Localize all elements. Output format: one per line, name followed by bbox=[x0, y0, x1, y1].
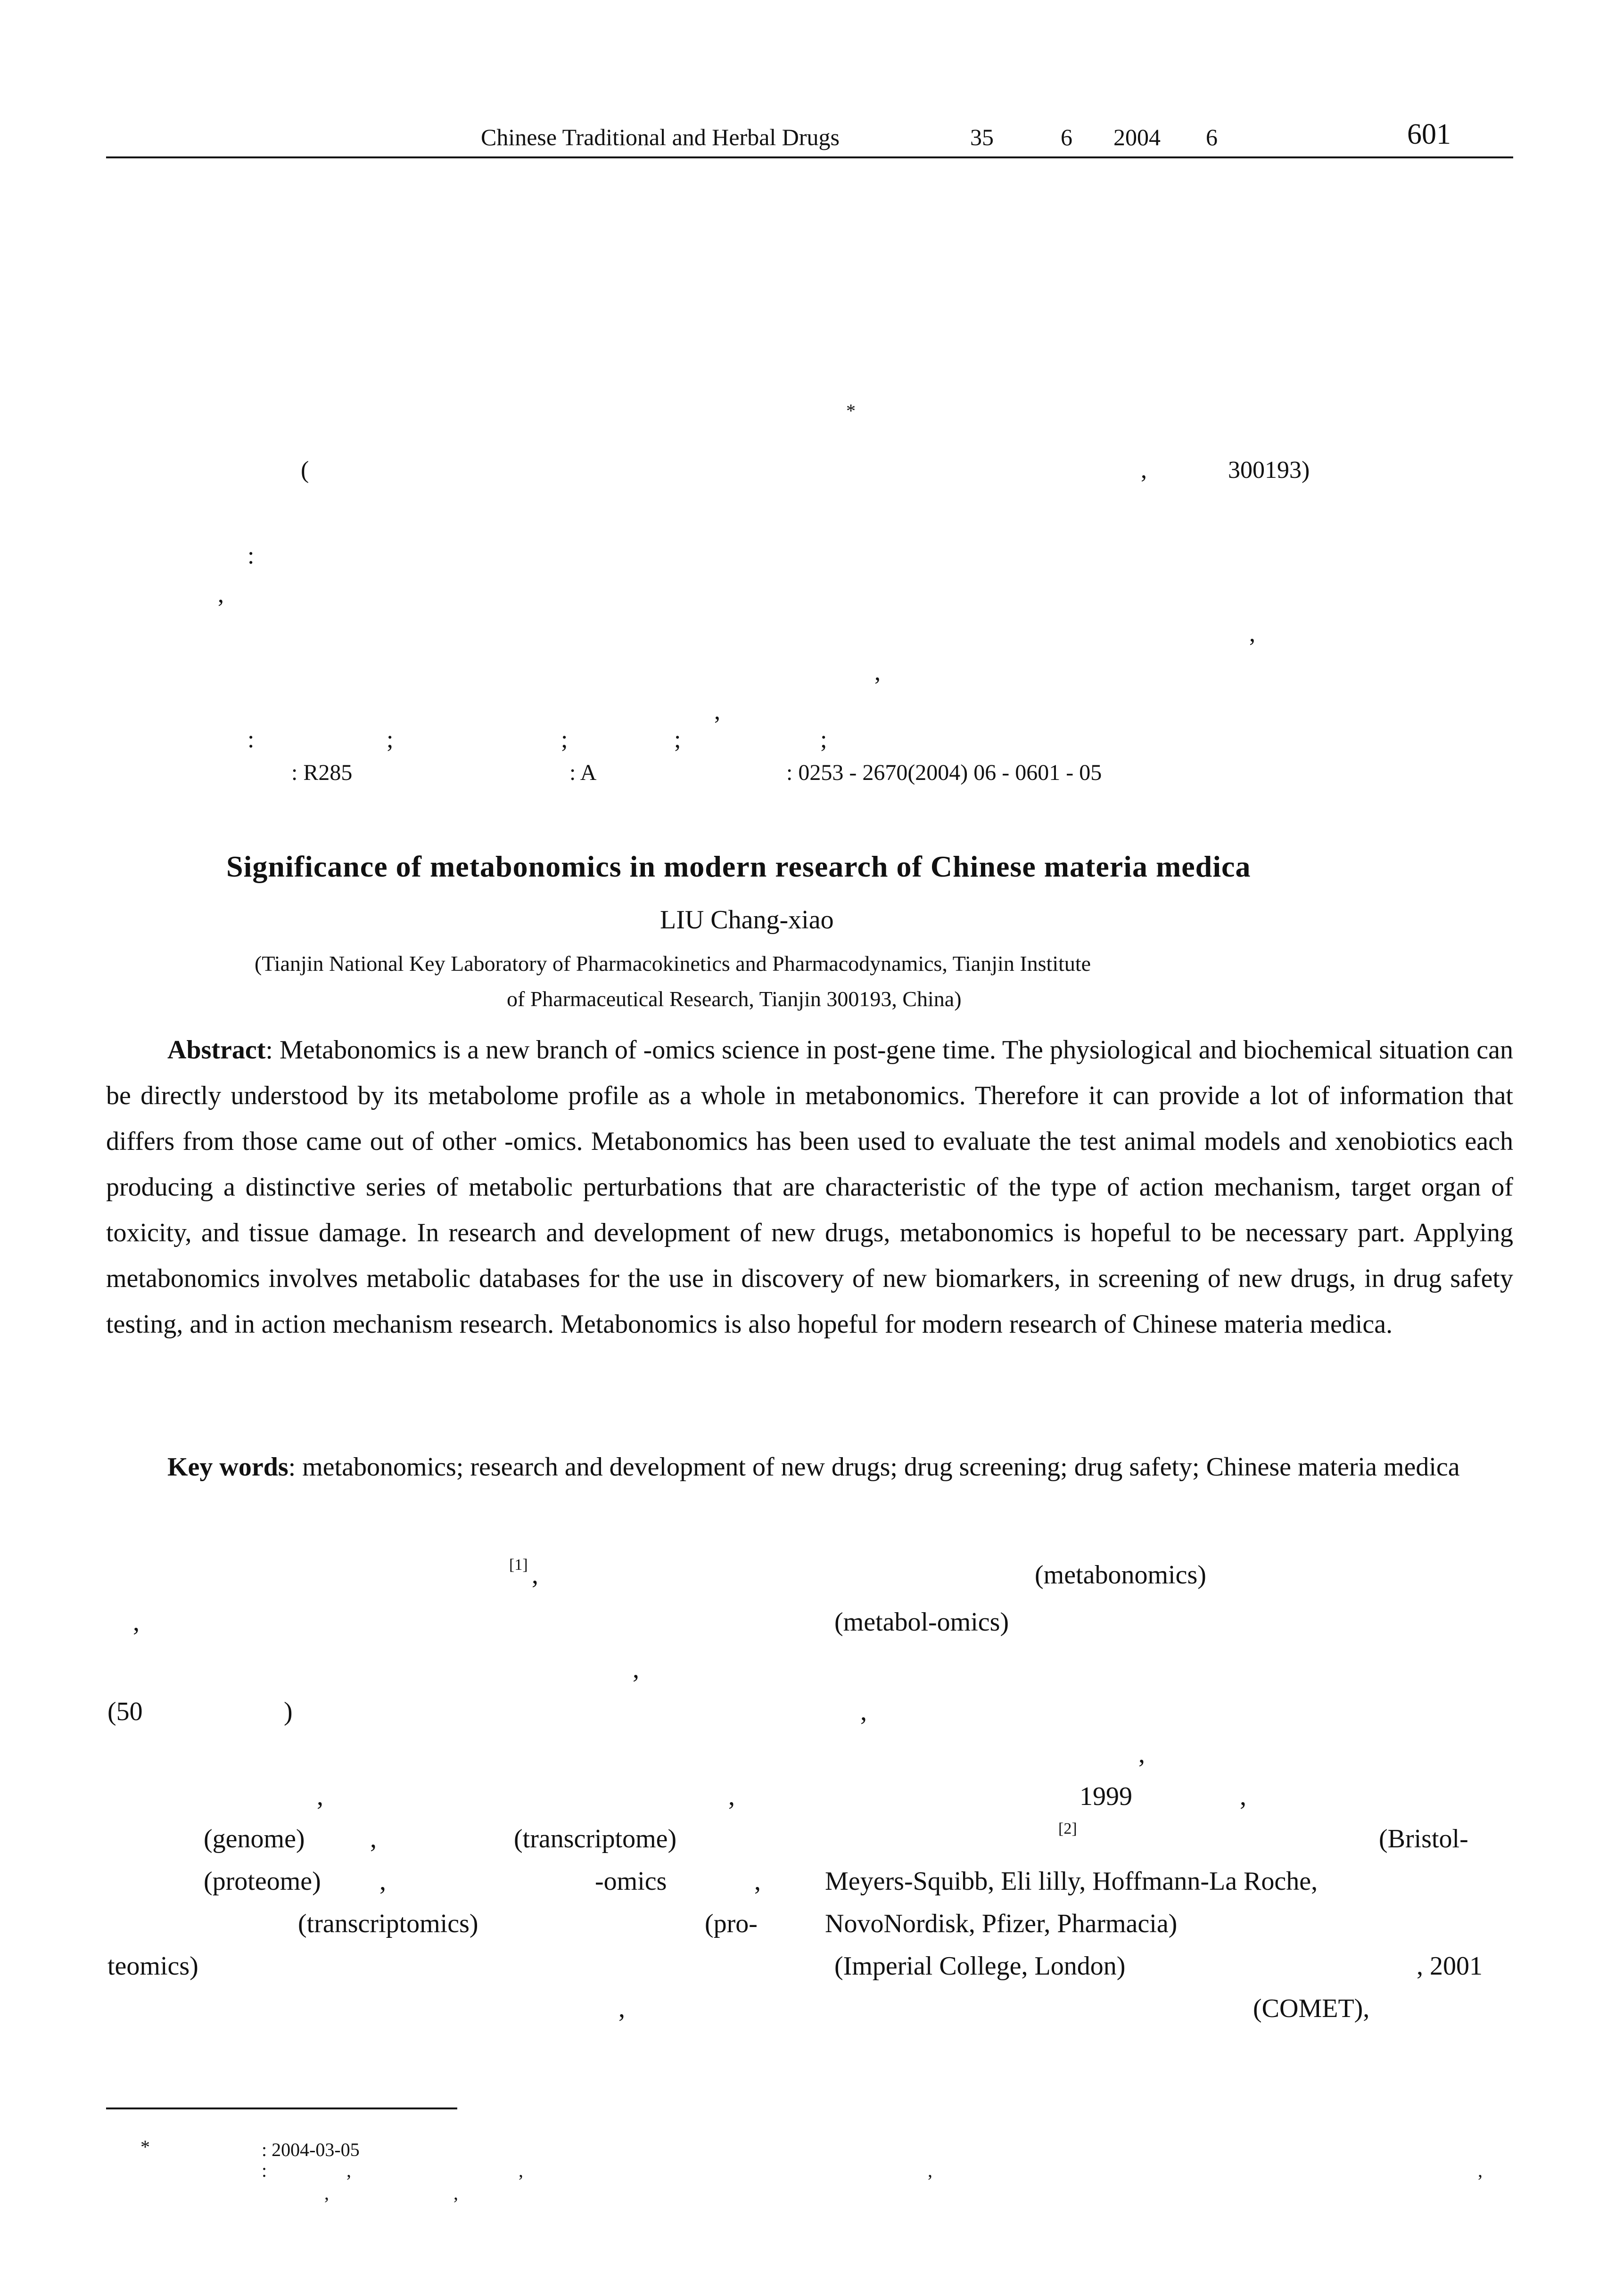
keywords-cn-semicolon: ; bbox=[674, 726, 681, 753]
body-comma: , bbox=[370, 1824, 377, 1853]
abstract-text: : Metabonomics is a new branch of -omics science in post-gene time. The physiological and biochemical situation can be directly understood by its metabolome profile as a whole in metabonomics. Therefore it can provide a lot of information that differs from those came out of other -omics. Metabonomics has been used to evaluate the test animal models and xenobiotics each producing a distinctive series of metabolic perturbations that are characteristic of the type of action mechanism, target organ of toxicity, and tissue damage. In research and development of new drugs, metabonomics is hopeful to be necessary part. Applying metabonomics involves metabolic databases for the use in discovery of new biomarkers, in screening of new drugs, in drug safety testing, and in action mechanism research. Metabonomics is also hopeful for modern research of Chinese materia medica. bbox=[106, 1035, 1513, 1339]
footnote-comma: , bbox=[324, 2182, 329, 2204]
body-comma: , bbox=[860, 1697, 867, 1726]
term-genome: (genome) bbox=[204, 1824, 305, 1853]
body-paren-50: (50 bbox=[107, 1697, 143, 1726]
keywords-cn-semicolon: ; bbox=[387, 726, 394, 753]
company-list-1: Meyers-Squibb, Eli lilly, Hoffmann-La Roche, bbox=[825, 1867, 1318, 1896]
abstract-cn-colon: : bbox=[247, 542, 255, 569]
body-comma: , bbox=[317, 1782, 323, 1811]
footnote-comma: , bbox=[1478, 2160, 1483, 2181]
received-date: : 2004-03-05 bbox=[262, 2139, 360, 2160]
header-rule bbox=[106, 156, 1513, 158]
term-proteomics-start: (pro- bbox=[705, 1909, 758, 1938]
clc-number: : R285 bbox=[291, 760, 353, 785]
journal-issue: 6 bbox=[1061, 124, 1072, 150]
term-omics: -omics bbox=[595, 1867, 667, 1896]
institution-imperial: (Imperial College, London) bbox=[834, 1952, 1126, 1981]
journal-month: 6 bbox=[1206, 124, 1218, 150]
body-comma: , bbox=[728, 1782, 735, 1811]
journal-name: Chinese Traditional and Herbal Drugs bbox=[481, 124, 840, 150]
footnote-comma: , bbox=[453, 2182, 458, 2204]
keywords-text: : metabonomics; research and development of new drugs; drug screening; drug safety; Chinese materia medica bbox=[288, 1452, 1460, 1482]
title-asterisk: * bbox=[846, 400, 856, 421]
abstract-cn-comma: , bbox=[874, 659, 881, 686]
affiliation-open-paren: ( bbox=[301, 457, 309, 484]
journal-volume: 35 bbox=[970, 124, 994, 150]
abstract-cn-comma: , bbox=[714, 698, 720, 725]
english-title: Significance of metabonomics in modern research of Chinese materia medica bbox=[226, 850, 1251, 883]
abstract-cn-comma: , bbox=[1249, 620, 1255, 647]
abstract-label: Abstract bbox=[167, 1035, 266, 1065]
page-number: 601 bbox=[1407, 118, 1451, 150]
term-metabol-omics: (metabol-omics) bbox=[834, 1607, 1009, 1637]
abstract-cn-comma: , bbox=[218, 581, 224, 608]
body-comma: , bbox=[532, 1560, 538, 1590]
english-abstract bbox=[106, 1027, 1513, 1347]
term-metabonomics: (metabonomics) bbox=[1035, 1560, 1206, 1590]
footnote-asterisk: * bbox=[140, 2136, 150, 2157]
body-comma: , bbox=[754, 1867, 761, 1896]
journal-year: 2004 bbox=[1113, 124, 1161, 150]
term-transcriptome: (transcriptome) bbox=[514, 1824, 677, 1853]
company-bristol: (Bristol- bbox=[1379, 1824, 1468, 1853]
keywords-cn-colon: : bbox=[247, 726, 255, 753]
article-id: : 0253 - 2670(2004) 06 - 0601 - 05 bbox=[786, 760, 1102, 785]
body-year-2001: , 2001 bbox=[1417, 1952, 1483, 1981]
english-affiliation-line1: (Tianjin National Key Laboratory of Pharmacokinetics and Pharmacodynamics, Tianjin Institute bbox=[255, 951, 1091, 976]
english-keywords bbox=[106, 1444, 1513, 1490]
footnote-comma: , bbox=[519, 2160, 523, 2181]
body-comma: , bbox=[633, 1655, 639, 1684]
company-list-2: NovoNordisk, Pfizer, Pharmacia) bbox=[825, 1909, 1178, 1938]
footnote-comma: , bbox=[928, 2160, 932, 2181]
reference-marker: [2] bbox=[1058, 1820, 1077, 1837]
body-comma: , bbox=[1240, 1782, 1246, 1811]
footnote-colon: : bbox=[262, 2160, 267, 2181]
body-comma: , bbox=[618, 1994, 625, 2023]
affiliation-postcode: 300193) bbox=[1228, 457, 1310, 484]
term-proteomics-end: teomics) bbox=[107, 1952, 198, 1981]
reference-marker: [1] bbox=[509, 1556, 528, 1574]
term-proteome: (proteome) bbox=[204, 1867, 321, 1896]
english-author: LIU Chang-xiao bbox=[660, 905, 834, 935]
footnote-comma: , bbox=[346, 2160, 351, 2181]
term-transcriptomics: (transcriptomics) bbox=[298, 1909, 478, 1938]
body-comma: , bbox=[133, 1607, 140, 1637]
body-comma: , bbox=[379, 1867, 386, 1896]
footnote-rule bbox=[106, 2107, 457, 2109]
body-comma: , bbox=[1138, 1739, 1145, 1769]
body-year-1999: 1999 bbox=[1080, 1782, 1132, 1811]
keywords-cn-semicolon: ; bbox=[561, 726, 568, 753]
affiliation-comma: , bbox=[1141, 457, 1147, 484]
document-code: : A bbox=[569, 760, 597, 785]
keywords-label: Key words bbox=[167, 1452, 288, 1482]
keywords-cn-semicolon: ; bbox=[820, 726, 827, 753]
project-comet: (COMET), bbox=[1253, 1994, 1370, 2023]
body-paren-close: ) bbox=[284, 1697, 293, 1726]
english-affiliation-line2: of Pharmaceutical Research, Tianjin 300193, China) bbox=[507, 987, 962, 1011]
